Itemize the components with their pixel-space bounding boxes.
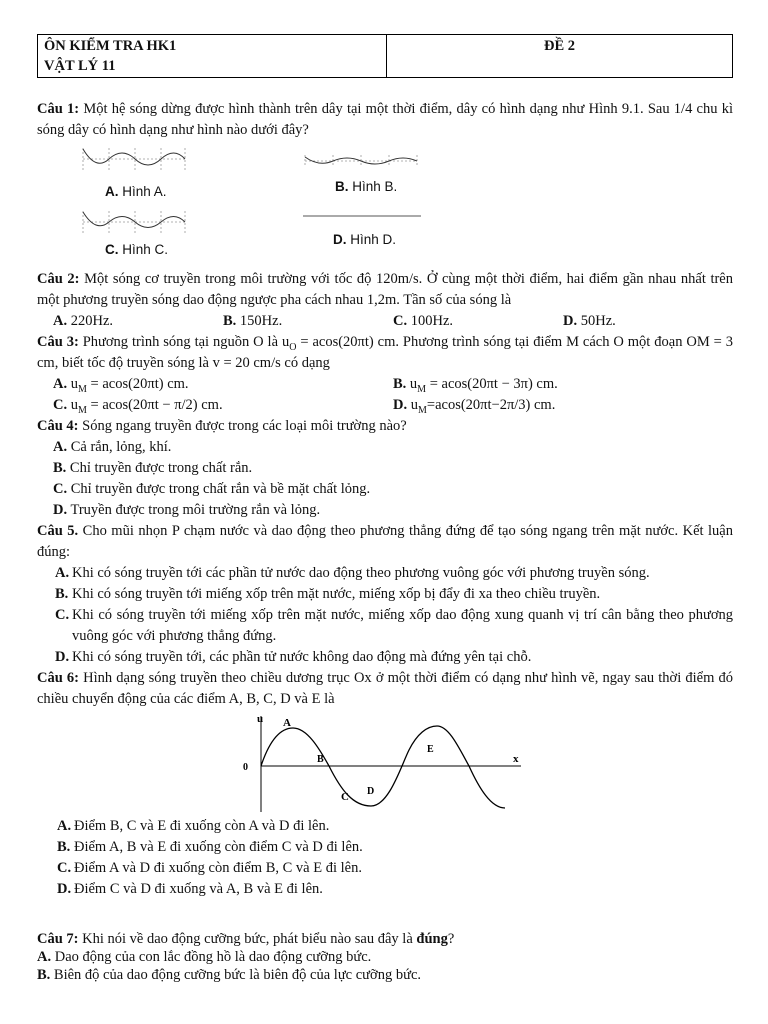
- option-d: D. 50Hz.: [563, 313, 616, 329]
- option-a: A. Hình A.: [105, 184, 167, 199]
- question-6-figure: [37, 710, 733, 816]
- option-d: D. Điểm C và D đi xuống và A, B và E đi lên.: [57, 881, 323, 897]
- option-c: C. Chỉ truyền được trong chất rắn và bề mặt chất lỏng.: [53, 481, 371, 497]
- option-b: B. $u_M = acos(20\pi t - 3\pi)$ cm.: [393, 376, 558, 395]
- option-c: C. $u_M = acos(20\pi t - \pi/2)$ cm.: [53, 397, 223, 416]
- option-a: A. Khi có sóng truyền tới các phần tử nước dao động theo phương vuông góc với phương truyền sóng.: [55, 565, 650, 581]
- question-1: [37, 99, 734, 257]
- question-3-options-row1: [37, 374, 733, 395]
- option-d: D. Hình D.: [333, 232, 397, 247]
- option-d: D. Khi có sóng truyền tới, các phần tử nước không dao động mà đứng yên tại chỗ.: [55, 649, 532, 665]
- origin-label: 0: [243, 762, 248, 773]
- point-b-label: B: [317, 754, 324, 765]
- point-d-label: D: [367, 786, 375, 797]
- option-b: B. Điểm A, B và E đi xuống còn điểm C và D đi lên.: [57, 839, 363, 855]
- question-7: Câu 7: Khi nói về dao động cưỡng bức, phát biểu nào sau đây là đúng? A. Dao động của con lắc đồng hồ là dao động cưỡng bức. B. Biên độ của dao động cưỡng bức là biên độ của lực cưỡng bức.: [37, 930, 733, 984]
- option-b: B. Chỉ truyền được trong chất rắn.: [53, 460, 253, 476]
- point-c-label: C: [341, 791, 349, 803]
- exam-header: [37, 34, 733, 78]
- question-5: Câu 5. Cho mũi nhọn P chạm nước và dao động theo phương thẳng đứng để tạo sóng ngang trên mặt nước. Kết luận đúng: A. Khi có sóng truyền tới các phần tử nước dao động theo phương vuông góc với phương truyền sóng. B. Khi có sóng truyền tới miếng xốp trên mặt nước, miếng xốp bị đẩy đi xa theo chiều truyền. C. Khi có sóng truyền tới miếng xốp trên mặt nước, miếng xốp dao động xung quanh vị trí cân bằng theo phương vuông góc với phương thẳng đứng. D. Khi có sóng truyền tới, các phần tử nước không dao động mà đứng yên tại chỗ.: [37, 521, 733, 668]
- wave-figure-c: [81, 209, 187, 235]
- u-label: u: [257, 713, 264, 725]
- wave-figure-d: [301, 213, 423, 219]
- exam-page: [37, 34, 733, 984]
- option-c: C. Điểm A và D đi xuống còn điểm B, C và E đi lên.: [57, 860, 362, 876]
- option-d: D. Truyền được trong môi trường rắn và lỏng.: [53, 502, 321, 518]
- option-c: C. 100Hz.: [393, 313, 454, 329]
- option-b: B. Biên độ của dao động cưỡng bức là biên độ của lực cưỡng bức.: [37, 967, 422, 983]
- question-6: Câu 6: Hình dạng sóng truyền theo chiều dương trục Ox ở một thời điểm có dạng như hình vẽ, ngay sau thời điểm đó chiều chuyển động của các điểm A, B, C, D và E là u x 0 A B C D E A. Điểm B, C và E đi xuống còn A và D đi lên. B. Điểm A, B và E đi xuống còn điểm C và D đi lên. C. Điểm A và D đi xuống còn điểm B, C và E đi lên. D. Điểm C và D đi xuống và A, B và E đi lên.: [37, 668, 733, 900]
- option-c: C. Khi có sóng truyền tới miếng xốp trên mặt nước, miếng xốp dao động xung quanh vị trí cân bằng theo phương vuông góc với phương thẳng đứng.: [55, 607, 733, 644]
- question-label: Câu 1:: [37, 101, 80, 117]
- wave-curve: [261, 726, 505, 808]
- question-3: Câu 3: Phương trình sóng tại nguồn O là $u_O = acos(20\pi t)$ cm. Phương trình sóng tại điểm M cách O một đoạn OM = 3 cm, biết tốc độ truyền sóng là v = 20 cm/s có dạng A. $u_M = acos(20\pi t)$ cm. B. $u_M = acos(20\pi t - 3\pi)$ cm. C. $u_M = acos(20\pi t - \pi/2)$ cm. D. $u_M=acos(20\pi t-2\pi/3)$ cm.: [37, 334, 733, 416]
- option-a: A. Dao động của con lắc đồng hồ là dao động cưỡng bức.: [37, 949, 372, 965]
- option-b: B. 150Hz.: [223, 313, 283, 329]
- point-a-label: A: [283, 717, 291, 729]
- wave-figure-a: [81, 145, 187, 175]
- option-d: D. $u_M=acos(20\pi t-2\pi/3)$ cm.: [393, 397, 556, 416]
- question-2-options: [37, 311, 733, 332]
- header-left: [38, 35, 387, 78]
- option-a: A. $u_M = acos(20\pi t)$ cm.: [53, 376, 189, 395]
- header-title: ÔN KIỂM TRA HK1: [44, 38, 177, 54]
- question-4: Câu 4: Sóng ngang truyền được trong các loại môi trường nào? A. Cả rắn, lỏng, khí. B. Chỉ truyền được trong chất rắn. C. Chỉ truyền được trong chất rắn và bề mặt chất lỏng. D. Truyền được trong môi trường rắn và lỏng.: [37, 416, 733, 521]
- question-text: Một hệ sóng dừng được hình thành trên dây tại một thời điểm, dây có hình dạng như Hình 9.1. Sau 1/4 chu kì sóng dây có hình dạng như hình nào dưới đây?: [37, 101, 734, 138]
- question-3-options-row2: [37, 395, 733, 416]
- point-e-label: E: [427, 744, 434, 755]
- option-c: C. Hình C.: [105, 242, 169, 257]
- question-1-figures: [37, 141, 733, 257]
- wave-figure-b: [303, 153, 421, 169]
- header-subject: VẬT LÝ 11: [44, 58, 116, 74]
- wave-graph: [237, 712, 527, 816]
- question-2: Câu 2: Một sóng cơ truyền trong môi trường với tốc độ 120m/s. Ở cùng một thời điểm, hai điểm gần nhau nhất trên một phương truyền sóng dao động ngược pha cách nhau 1,2m. Tần số của sóng là A. 220Hz. B. 150Hz. C. 100Hz. D. 50Hz.: [37, 269, 733, 332]
- x-label: x: [513, 753, 519, 765]
- option-b: B. Khi có sóng truyền tới miếng xốp trên mặt nước, miếng xốp bị đẩy đi xa theo chiều truyền.: [55, 586, 601, 602]
- option-a: A. Cả rắn, lỏng, khí.: [53, 439, 172, 455]
- option-a: A. Điểm B, C và E đi xuống còn A và D đi lên.: [57, 818, 330, 834]
- option-b: B. Hình B.: [335, 179, 398, 194]
- header-exam-number: ĐỀ 2: [387, 35, 733, 78]
- option-a: A. 220Hz.: [53, 313, 114, 329]
